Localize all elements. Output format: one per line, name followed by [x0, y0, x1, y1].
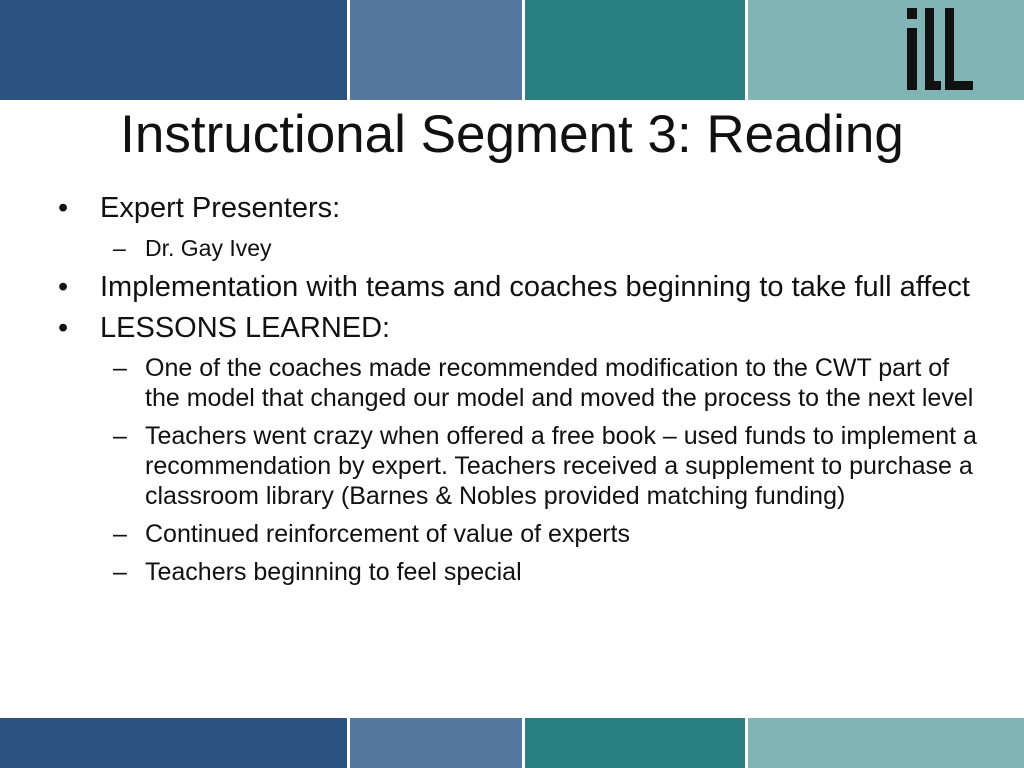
bullet-item [58, 312, 978, 345]
color-block-slate-blue [350, 718, 525, 768]
sub-bullet-text: Teachers beginning to feel special [145, 558, 522, 586]
dash-marker: – [113, 422, 127, 450]
bullet-text: LESSONS LEARNED: [100, 312, 391, 344]
bullet-text: Expert Presenters: [100, 192, 341, 224]
sub-bullet-item [58, 353, 978, 413]
header-color-band [0, 0, 1024, 100]
color-block-dark-blue [0, 718, 350, 768]
bullet-marker: • [58, 271, 69, 303]
bullet-item [58, 271, 978, 304]
bullet-item [58, 192, 978, 225]
ill-logo-icon [905, 6, 975, 94]
color-block-light-teal [748, 0, 1024, 100]
sub-bullet-item [58, 519, 978, 549]
color-block-slate-blue [350, 0, 525, 100]
bullet-marker: • [58, 192, 69, 224]
slide-body [58, 192, 978, 595]
sub-bullet-item [58, 233, 978, 263]
sub-bullet-text: One of the coaches made recommended modification to the CWT part of the model that changed our model and moved the process to the next level [145, 354, 974, 412]
color-block-teal [525, 718, 748, 768]
dash-marker: – [113, 520, 127, 548]
sub-bullet-text: Teachers went crazy when offered a free book – used funds to implement a recommendation by expert. Teachers received a supplement to purchase a classroom library (Barnes & Nobles provided matching funding) [145, 422, 977, 510]
color-block-light-teal [748, 718, 1024, 768]
dash-marker: – [113, 558, 127, 586]
footer-color-band [0, 718, 1024, 768]
sub-bullet-text: Dr. Gay Ivey [145, 235, 272, 261]
bullet-marker: • [58, 312, 69, 344]
color-block-teal [525, 0, 748, 100]
dash-marker: – [113, 235, 126, 261]
sub-bullet-item [58, 421, 978, 511]
color-block-dark-blue [0, 0, 350, 100]
bullet-text: Implementation with teams and coaches beginning to take full affect [100, 271, 970, 303]
sub-bullet-item [58, 557, 978, 587]
dash-marker: – [113, 354, 127, 382]
sub-bullet-text: Continued reinforcement of value of experts [145, 520, 630, 548]
slide-title: Instructional Segment 3: Reading [120, 105, 904, 164]
